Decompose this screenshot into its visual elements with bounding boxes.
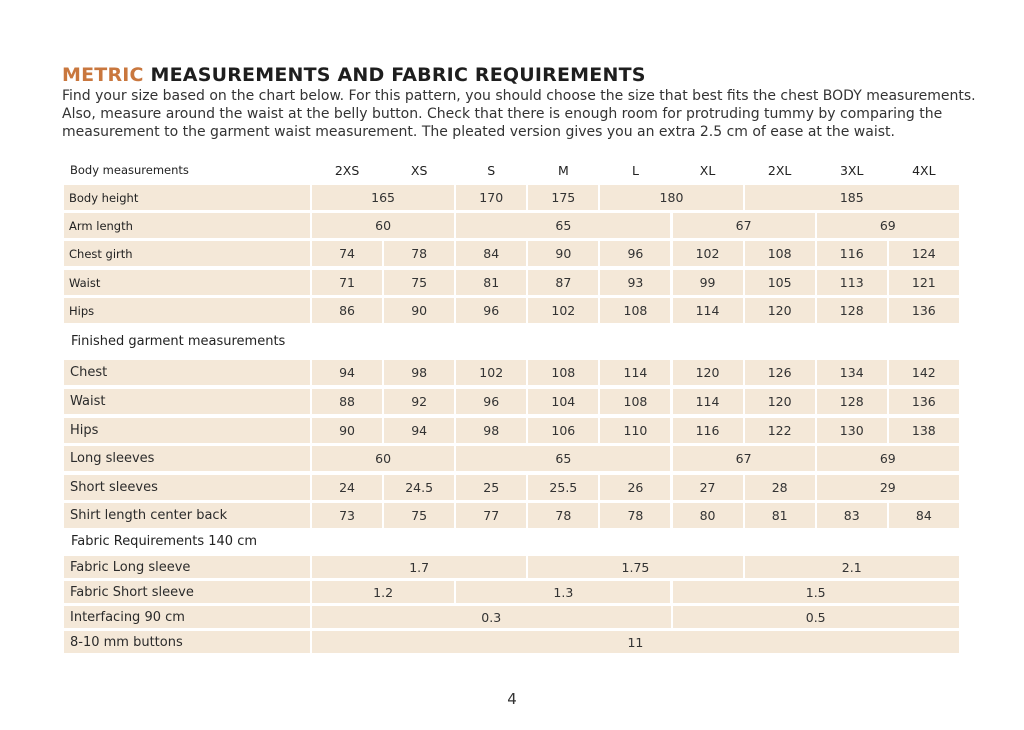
row-label: Interfacing 90 cm: [64, 606, 310, 628]
table-cell: 110: [600, 418, 670, 443]
table-cell: 77: [456, 503, 526, 528]
table-cell: 108: [600, 298, 670, 323]
table-cell: 0.5: [673, 606, 959, 628]
table-cell: 78: [600, 503, 670, 528]
table-cell: 122: [745, 418, 815, 443]
size-header-m: M: [557, 162, 569, 178]
intro-line: Find your size based on the chart below. For this pattern, you should choose the size that best fits the chest BODY measurements.: [62, 88, 976, 104]
table-cell: 120: [745, 298, 815, 323]
table-cell: 1.3: [456, 581, 670, 603]
title-rest: MEASUREMENTS AND FABRIC REQUIREMENTS: [143, 64, 646, 86]
table-cell: 96: [600, 241, 670, 266]
row-label: Fabric Long sleeve: [64, 556, 310, 578]
table-cell: 69: [817, 213, 959, 238]
table-cell: 96: [456, 389, 526, 414]
table-cell: 1.7: [312, 556, 526, 578]
table-cell: 86: [312, 298, 382, 323]
table-cell: 104: [528, 389, 598, 414]
row-label: Fabric Short sleeve: [64, 581, 310, 603]
table-cell: 120: [673, 360, 743, 385]
row-label: Waist: [64, 270, 310, 295]
table-cell: 120: [745, 389, 815, 414]
table-cell: 170: [456, 185, 526, 210]
table-cell: 99: [673, 270, 743, 295]
size-header-2xs: 2XS: [334, 162, 360, 178]
table-cell: 108: [745, 241, 815, 266]
table-cell: 67: [673, 213, 815, 238]
table-cell: 105: [745, 270, 815, 295]
title-accent: METRIC: [62, 64, 144, 86]
table-cell: 113: [817, 270, 887, 295]
row-label: 8-10 mm buttons: [64, 631, 310, 653]
row-label: Arm length: [64, 213, 310, 238]
table-cell: 102: [528, 298, 598, 323]
table-cell: 98: [384, 360, 454, 385]
table-cell: 1.5: [673, 581, 959, 603]
row-label: Long sleeves: [64, 446, 310, 471]
page-title: [62, 64, 646, 86]
size-header-l: L: [631, 162, 639, 178]
size-header-2xl: 2XL: [767, 162, 792, 178]
table-cell: 83: [817, 503, 887, 528]
table-cell: 114: [673, 298, 743, 323]
table-cell: 81: [745, 503, 815, 528]
table-cell: 185: [745, 185, 959, 210]
table-cell: 94: [384, 418, 454, 443]
table-cell: 24: [312, 475, 382, 500]
table-cell: 78: [384, 241, 454, 266]
intro-line: measurement to the garment waist measurement. The pleated version gives you an extra 2.5 cm of ease at the waist.: [62, 124, 895, 140]
table-cell: 106: [528, 418, 598, 443]
table-cell: 134: [817, 360, 887, 385]
table-cell: 73: [312, 503, 382, 528]
table-cell: 93: [600, 270, 670, 295]
table-cell: 114: [673, 389, 743, 414]
row-label: Hips: [64, 298, 310, 323]
table-cell: 81: [456, 270, 526, 295]
table-cell: 65: [456, 213, 670, 238]
table-cell: 75: [384, 503, 454, 528]
table-cell: 71: [312, 270, 382, 295]
table-cell: 2.1: [745, 556, 959, 578]
table-cell: 136: [889, 298, 959, 323]
table-cell: 108: [600, 389, 670, 414]
table-cell: 114: [600, 360, 670, 385]
row-label: Hips: [64, 418, 310, 443]
table-cell: 98: [456, 418, 526, 443]
table-cell: 1.75: [528, 556, 742, 578]
row-label: Chest girth: [64, 241, 310, 266]
size-header-xl: XL: [699, 162, 716, 178]
finished-section-title: Finished garment measurements: [71, 334, 286, 349]
table-cell: 96: [456, 298, 526, 323]
table-cell: 25: [456, 475, 526, 500]
table-cell: 121: [889, 270, 959, 295]
table-cell: 175: [528, 185, 598, 210]
table-cell: 65: [456, 446, 670, 471]
row-label: Shirt length center back: [64, 503, 310, 528]
table-cell: 67: [673, 446, 815, 471]
table-cell: 92: [384, 389, 454, 414]
table-cell: 128: [817, 389, 887, 414]
table-cell: 27: [673, 475, 743, 500]
page-number: 4: [507, 690, 517, 708]
table-cell: 138: [889, 418, 959, 443]
table-cell: 1.2: [312, 581, 454, 603]
table-cell: 80: [673, 503, 743, 528]
table-cell: 74: [312, 241, 382, 266]
table-cell: 130: [817, 418, 887, 443]
row-label: Body height: [64, 185, 310, 210]
size-header-xs: XS: [410, 162, 428, 178]
table-cell: 180: [600, 185, 742, 210]
table-cell: 116: [817, 241, 887, 266]
size-header-4xl: 4XL: [912, 162, 936, 178]
table-cell: 24.5: [384, 475, 454, 500]
table-cell: 102: [673, 241, 743, 266]
table-cell: 116: [673, 418, 743, 443]
table-cell: 0.3: [312, 606, 671, 628]
intro-text: [62, 87, 976, 141]
fabric-section-title: Fabric Requirements 140 cm: [71, 534, 258, 549]
table-cell: 88: [312, 389, 382, 414]
row-label: Short sleeves: [64, 475, 310, 500]
intro-line: Also, measure around the waist at the belly button. Check that there is enough room for protruding tummy by comparing the: [62, 106, 943, 122]
table-cell: 75: [384, 270, 454, 295]
table-cell: 60: [312, 213, 454, 238]
size-header-3xl: 3XL: [839, 162, 864, 178]
table-cell: 84: [456, 241, 526, 266]
table-cell: 108: [528, 360, 598, 385]
table-cell: 69: [817, 446, 959, 471]
table-cell: 128: [817, 298, 887, 323]
table-cell: 124: [889, 241, 959, 266]
table-cell: 165: [312, 185, 454, 210]
header-label: Body measurements: [70, 163, 189, 177]
table-cell: 84: [889, 503, 959, 528]
table-cell: 94: [312, 360, 382, 385]
table-cell: 102: [456, 360, 526, 385]
table-cell: 26: [600, 475, 670, 500]
table-cell: 87: [528, 270, 598, 295]
table-cell: 25.5: [528, 475, 598, 500]
row-label: Waist: [64, 389, 310, 414]
table-cell: 90: [528, 241, 598, 266]
table-cell: 136: [889, 389, 959, 414]
table-cell: 60: [312, 446, 454, 471]
table-cell: 90: [312, 418, 382, 443]
table-cell: 142: [889, 360, 959, 385]
table-cell: 29: [817, 475, 959, 500]
table-cell: 78: [528, 503, 598, 528]
row-label: Chest: [64, 360, 310, 385]
table-cell: 11: [312, 631, 959, 653]
table-cell: 90: [384, 298, 454, 323]
table-cell: 28: [745, 475, 815, 500]
size-header-s: S: [487, 162, 496, 178]
table-cell: 126: [745, 360, 815, 385]
